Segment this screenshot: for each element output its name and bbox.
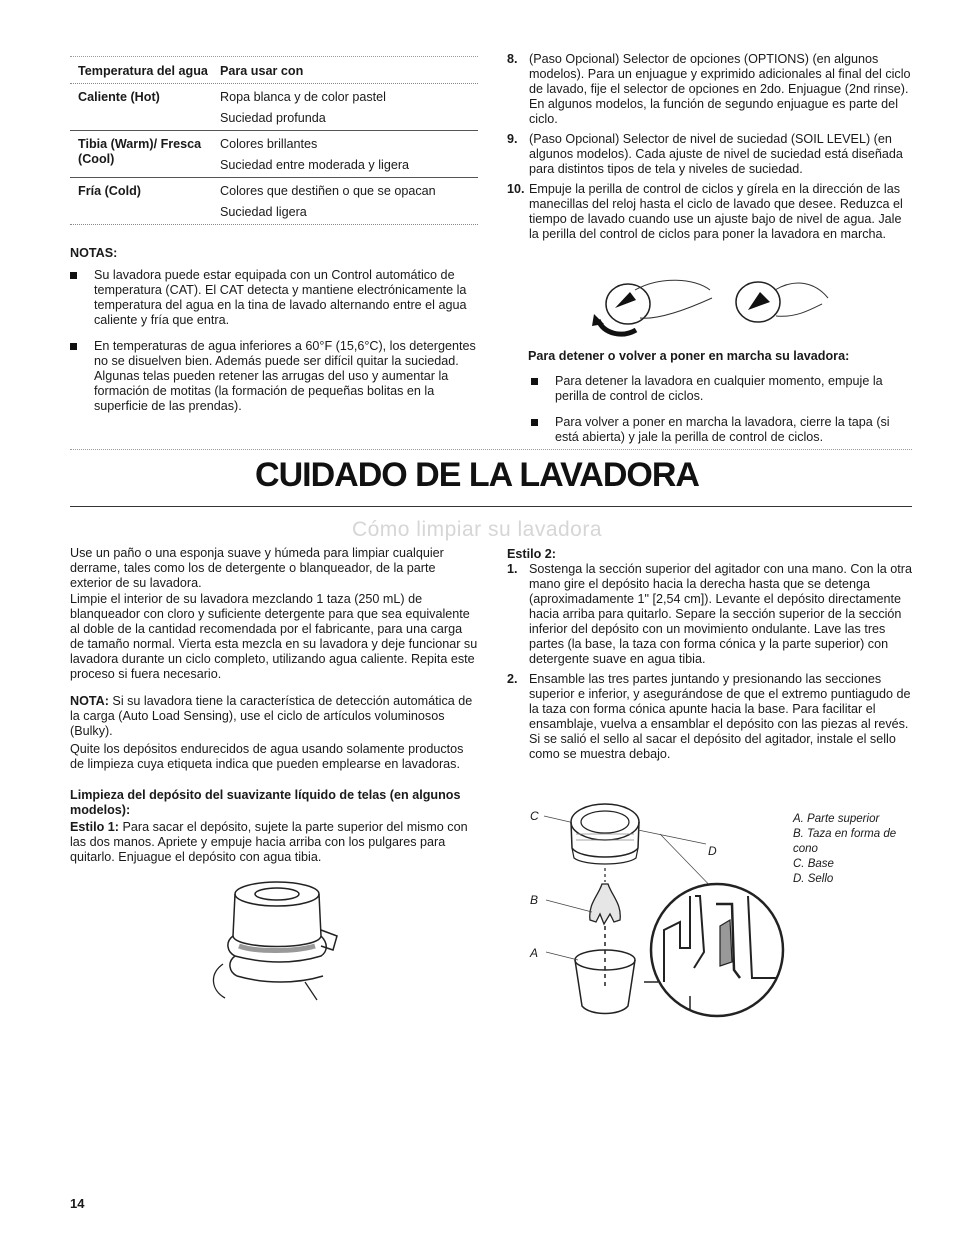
step-number: 8. <box>507 52 518 66</box>
step-text: Ensamble las tres partes juntando y presionando las secciones superior e inferior, y asegurándose de que el extremo puntiagudo de la taza con forma cónica apunte hacia la base. Para facilitar el ensamblaje, vuelva a ensamblar el depósito con las piezas al revés. Si se salió el sello al sacar el depósito del agitador, instale el sello como se muestra debajo. <box>529 672 911 761</box>
stop-restart-heading: Para detener o volver a poner en marcha su lavadora: <box>528 349 850 363</box>
notes-title: NOTAS: <box>70 246 118 260</box>
notes-list <box>70 268 478 425</box>
figure-caption: A. Parte superior <box>793 813 880 825</box>
style1-text: Para sacar el depósito, sujete la parte superior del mismo con las dos manos. Apriete y empuje hacia arriba con los pulgares para quitarlo. Enjuague el depósito con agua tibia. <box>70 820 468 864</box>
paragraph <box>70 820 478 865</box>
notes-item: En temperaturas de agua inferiores a 60°F (15,6°C), los detergentes no se disuelven bien. Además puede ser difícil quitar la suciedad. Algunas telas pueden retener las arrugas del uso y aumentar la formación de motitas (la formación de pequeñas bolitas en la superficie de las prendas). <box>70 339 478 414</box>
table-row <box>70 84 478 131</box>
style2-steps-list <box>507 562 912 767</box>
paragraph: Limpie el interior de su lavadora mezclando 1 taza (250 mL) de blanqueador con cloro y suficiente detergente para que sea equivalente al doble de la cantidad recomendada por el fabricante, para una carga de tamaño normal. Vierta esta mezcla en su lavadora y deje funcionar su lavadora durante un ciclo completo, utilizando agua caliente. Repita este proceso si fuera necesario. <box>70 592 478 681</box>
table-cell-temp: Tibia (Warm)/ Fresca (Cool) <box>78 137 202 166</box>
stop-restart-list <box>531 374 916 456</box>
paragraph: Quite los depósitos endurecidos de agua usando solamente productos de limpieza cuya etiqueta indica que pueden emplearse en lavadoras. <box>70 742 464 771</box>
section-title-rule <box>70 506 912 507</box>
paragraph: Use un paño o una esponja suave y húmeda para limpiar cualquier derrame, tales como los de detergente o blanqueador, de la parte exterior de su lavadora. <box>70 546 444 590</box>
notes-item: Su lavadora puede estar equipada con un Control automático de temperatura (CAT). El CAT detecta y mantiene electrónicamente la temperatura del agua en la tina de lavado alternando entre el agua caliente y fría que entra. <box>70 268 478 328</box>
cycle-steps-list <box>507 52 912 247</box>
step-number: 2. <box>507 672 518 686</box>
list-item <box>507 182 912 242</box>
step-number: 10. <box>507 182 525 196</box>
list-item <box>507 672 912 762</box>
table-row <box>70 131 478 178</box>
list-item: Para detener la lavadora en cualquier momento, empuje la perilla de control de ciclos. <box>531 374 916 404</box>
table-cell-use: Suciedad entre moderada y ligera <box>220 158 410 172</box>
table-cell-use: Colores brillantes <box>220 137 318 151</box>
list-item: Para volver a poner en marcha la lavadora, cierre la tapa (si está abierta) y jale la perilla de control de ciclos. <box>531 415 916 445</box>
table-row <box>70 178 478 225</box>
table-cell-use: Colores que destiñen o que se opacan <box>220 184 436 198</box>
table-cell-use: Suciedad ligera <box>220 205 307 219</box>
table-header-uses: Para usar con <box>220 64 304 78</box>
water-temperature-table <box>70 56 478 225</box>
page-number: 14 <box>70 1196 85 1211</box>
softener-heading: Limpieza del depósito del suavizante líquido de telas (en algunos modelos): <box>70 788 461 817</box>
style2-heading: Estilo 2: <box>507 547 556 561</box>
list-item <box>507 562 912 667</box>
list-item <box>507 132 912 177</box>
section-top-rule <box>70 449 912 450</box>
step-text: Sostenga la sección superior del agitador con una mano. Con la otra mano gire el depósito hacia la derecha hasta que se detenga (aproximadamente 1" [2,54 cm]). Levante el depósito directamente hacia arriba para quitarlo. Separe la sección superior de la sección inferior del depósito con un movimiento ondulante. Lave las tres partes (la base, la taza con forma cónica y la parte superior) con detergente suave en agua tibia. <box>529 562 912 666</box>
table-header-row <box>70 56 478 84</box>
list-item <box>507 52 912 127</box>
table-header-temperature: Temperatura del agua <box>78 64 208 78</box>
section-subtitle: Cómo limpiar su lavadora <box>351 518 603 541</box>
note-label: NOTA: <box>70 694 109 708</box>
step-number: 9. <box>507 132 518 146</box>
figure-label-d: D <box>708 844 717 858</box>
table-cell-temp: Fría (Cold) <box>78 184 141 198</box>
step-number: 1. <box>507 562 518 576</box>
figure-label-a: A <box>530 946 539 960</box>
paragraph <box>70 694 478 739</box>
figure-caption: C. Base <box>793 858 834 870</box>
section-title: CUIDADO DE LA LAVADORA <box>255 456 699 494</box>
note-text: Si su lavadora tiene la característica de detección automática de la carga (Auto Load Sensing), use el ciclo de artículos voluminosos (Bulky). <box>70 694 473 738</box>
figure-label-c: C <box>530 809 539 823</box>
figure-caption: B. Taza en forma de cono <box>793 828 897 855</box>
table-cell-temp: Caliente (Hot) <box>78 90 160 104</box>
style1-label: Estilo 1: <box>70 820 119 834</box>
figure-caption: D. Sello <box>793 873 834 885</box>
table-cell-use: Ropa blanca y de color pastel <box>220 90 386 104</box>
dispenser-exploded-diagram <box>540 800 790 1025</box>
softener-dispenser-illustration <box>205 878 345 1003</box>
figure-label-b: B <box>530 893 539 907</box>
step-text: Empuje la perilla de control de ciclos y gírela en la dirección de las manecillas del reloj hasta el ciclo de lavado que desee. Reduzca el tiempo de lavado cuando use un ajuste bajo de nivel de agua. Jale la perilla del control de ciclos para poner la lavadora en marcha. <box>529 182 903 241</box>
step-text: (Paso Opcional) Selector de opciones (OPTIONS) (en algunos modelos). Para un enjuague y exprimido adicionales al final del ciclo de lavado, fije el selector de opciones en 2do. Enjuague (2nd rinse). En algunos modelos, la función de segundo enjuague es parte del ciclo. <box>529 52 911 126</box>
table-cell-use: Suciedad profunda <box>220 111 326 125</box>
step-text: (Paso Opcional) Selector de nivel de suciedad (SOIL LEVEL) (en algunos modelos). Cada ajuste de nivel de suciedad está diseñada para distintos tipos de tela y niveles de suciedad. <box>529 132 903 176</box>
figure-captions <box>793 812 903 887</box>
control-knob-illustration <box>590 268 840 340</box>
